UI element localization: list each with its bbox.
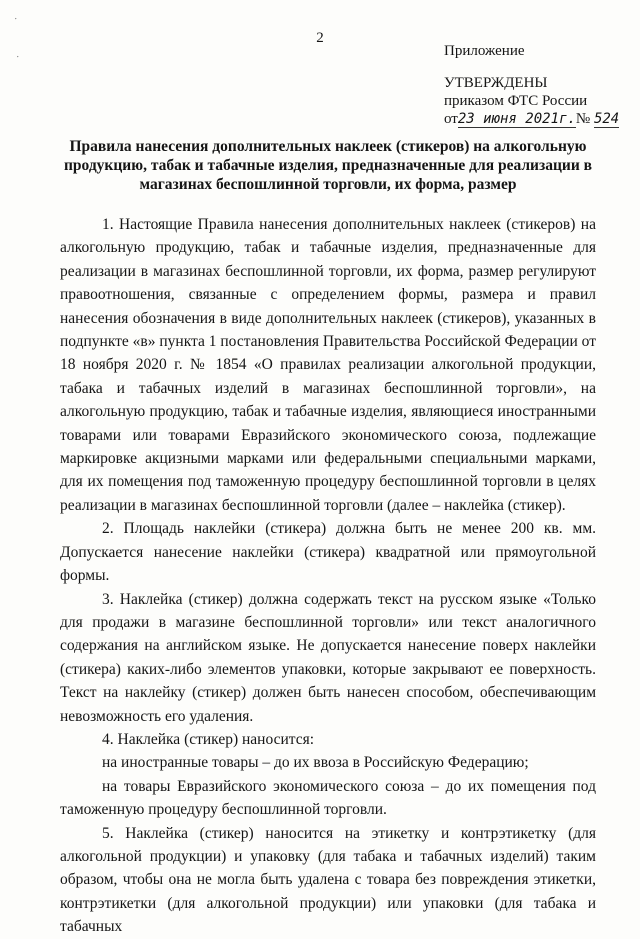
order-date: 23 июня 2021г. [457,111,576,127]
paragraph-3: 3. Наклейка (стикер) должна содержать текст на русском языке «Только для продажи в магазине беспошлинной торговли» или текст аналогичного содержания на английском языке. Не допускается нанесение поверх наклейки (стикера) каких-либо элементов упаковки, которые закрывают ее поверхность. Текст на наклейку (стикер) должен быть нанесен способом, обеспечивающим невозможность его удаления. [60,590,596,725]
approved-label: УТВЕРЖДЕНЫ [444,75,548,91]
paragraph-2: 2. Площадь наклейки (стикера) должна быть не менее 200 кв. мм. Допускается нанесение наклейки (стикера) квадратной или прямоугольной формы. [60,520,596,585]
paragraph-1: 1. Настоящие Правила нанесения дополнительных наклеек (стикеров) на алкогольную продукцию, табак и табачные изделия, предназначенные для реализации в магазинах беспошлинной торговли, их форма, размер регулируют правоотношения, связанные с определением формы, размера и правил нанесения обозначения в виде дополнительных наклеек (стикеров), указанных в подпункте «в» пункта 1 постановления Правительства Российской Федерации от 18 ноября 2020 г. № 1854 «О правилах реализации алкогольной продукции, табака и табачных изделий в магазинах беспошлинной торговли», на алкогольную продукцию, табак и табачные изделия, являющиеся иностранными товарами или товарами Евразийского экономического союза, подлежащие маркировке акцизными марками или федеральными специальными марками, для их помещения под таможенную процедуру беспошлинной торговли в целях реализации в магазинах беспошлинной торговли (далее – наклейка (стикер). [60,216,596,514]
paragraph-4-item-2: на товары Евразийского экономического союза – до их помещения под таможенную процедуру беспошлинной торговли. [60,777,596,819]
document-title: Правила нанесения дополнительных наклеек (стикеров) на алкогольную продукцию, табак и табачные изделия, предназначенные для реализации в магазинах беспошлинной торговли, их форма, размер [63,138,593,193]
paragraph-4: 4. Наклейка (стикер) наносится: [102,730,315,748]
appendix-label: Приложение [444,43,525,59]
document-body [60,213,596,939]
order-date-line [444,110,619,128]
page-number: 2 [316,30,324,46]
date-prefix: от [444,111,458,127]
number-prefix: № [575,111,591,127]
paragraph-4-item-1: на иностранные товары – до их ввоза в Российскую Федерацию; [102,754,529,772]
order-label: приказом ФТС России [444,93,588,109]
order-number: 524 [593,111,620,127]
approval-block [444,38,619,128]
scan-artifact-icon: ⋅ [16,52,20,63]
paragraph-5: 5. Наклейка (стикер) наносится на этикетку и контрэтикетку (для алкогольной продукции) и упаковку (для табака и табачных изделий) таким образом, чтобы она не могла быть удалена с товара без повреждения этикетки, контрэтикетки (для алкогольной продукции) или упаковки (для табака и табачных [60,824,596,936]
scan-artifact-icon: ⋅ [14,14,18,25]
